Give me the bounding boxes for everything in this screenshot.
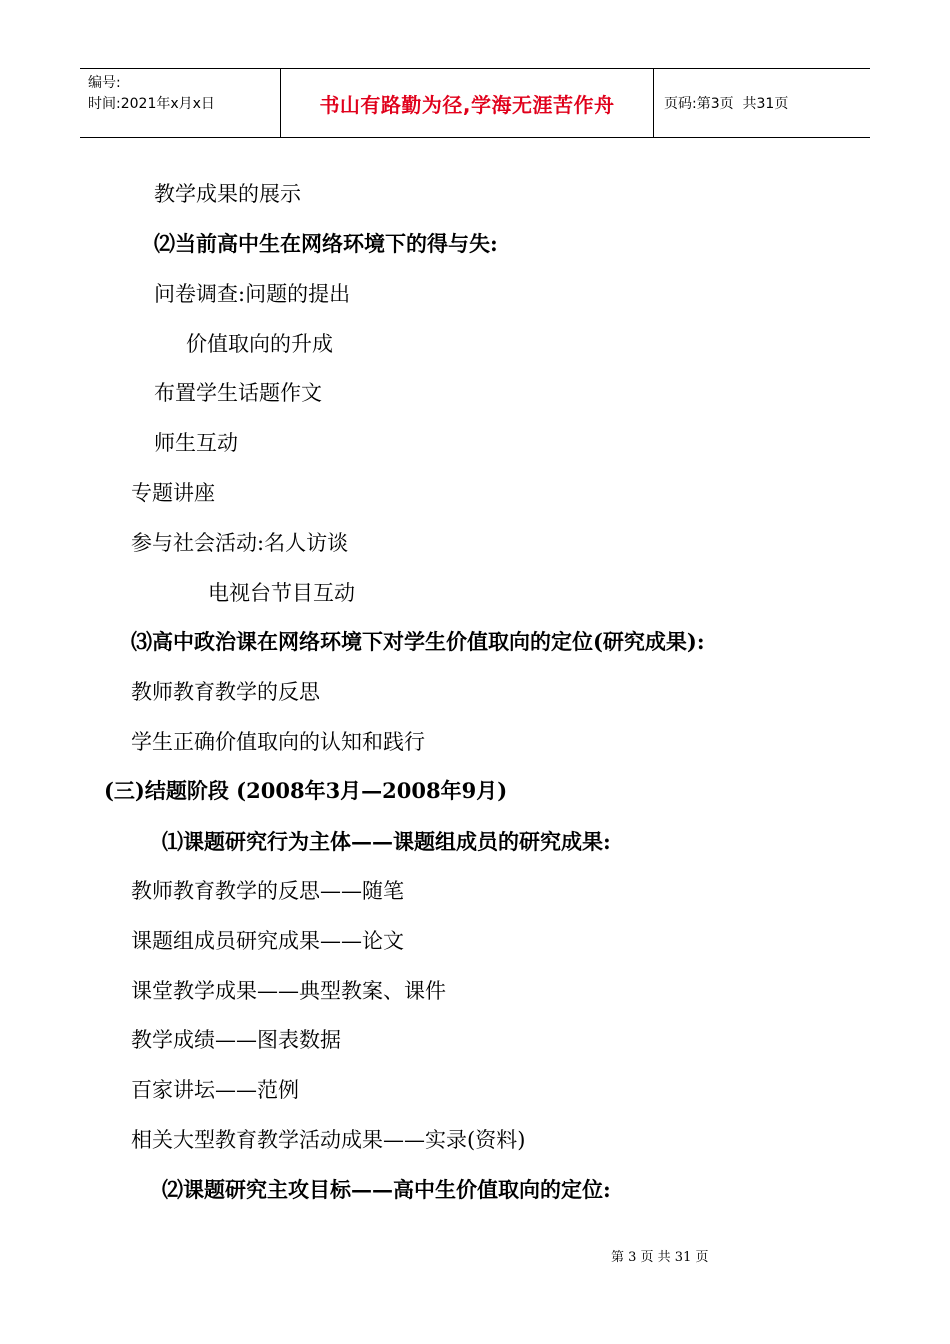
page-header	[80, 68, 870, 138]
body-line: 学生正确价值取向的认知和践行	[131, 730, 425, 754]
header-meta	[80, 69, 281, 137]
body-line: 教学成果的展示	[154, 182, 301, 206]
body-line: 专题讲座	[131, 481, 215, 505]
body-line: 价值取向的升成	[186, 332, 333, 356]
body-line: 相关大型教育教学活动成果——实录(资料)	[131, 1128, 526, 1152]
body-line: 教师教育教学的反思——随笔	[131, 879, 404, 903]
body-line: 教学成绩——图表数据	[131, 1028, 341, 1052]
page-label: 页码:第3页 共31页	[664, 96, 789, 112]
section-heading: ⑶高中政治课在网络环境下对学生价值取向的定位(研究成果):	[131, 629, 705, 654]
body-line: 参与社会活动:名人访谈	[131, 531, 349, 555]
section-heading: ⑵课题研究主攻目标——高中生价值取向的定位:	[162, 1177, 611, 1202]
body-line: 教师教育教学的反思	[131, 680, 320, 704]
page-footer: 第 3 页 共 31 页	[611, 1250, 709, 1265]
header-page-info	[654, 69, 870, 137]
time-label: 时间:2021年x月x日	[88, 96, 215, 112]
header-motto: 书山有路勤为径,学海无涯苦作舟	[281, 69, 654, 137]
number-label: 编号:	[88, 75, 121, 91]
body-line: 电视台节目互动	[208, 581, 355, 605]
stage-heading: (三)结题阶段 (2008年3月—2008年9月)	[104, 778, 508, 803]
section-heading: ⑴课题研究行为主体——课题组成员的研究成果:	[162, 829, 611, 854]
body-line: 师生互动	[154, 431, 238, 455]
body-line: 课题组成员研究成果——论文	[131, 929, 404, 953]
section-heading: ⑵当前高中生在网络环境下的得与失:	[154, 231, 498, 256]
body-line: 百家讲坛——范例	[131, 1078, 299, 1102]
body-line: 布置学生话题作文	[154, 381, 322, 405]
body-line: 问卷调查:问题的提出	[154, 282, 351, 306]
body-line: 课堂教学成果——典型教案、课件	[131, 979, 446, 1003]
